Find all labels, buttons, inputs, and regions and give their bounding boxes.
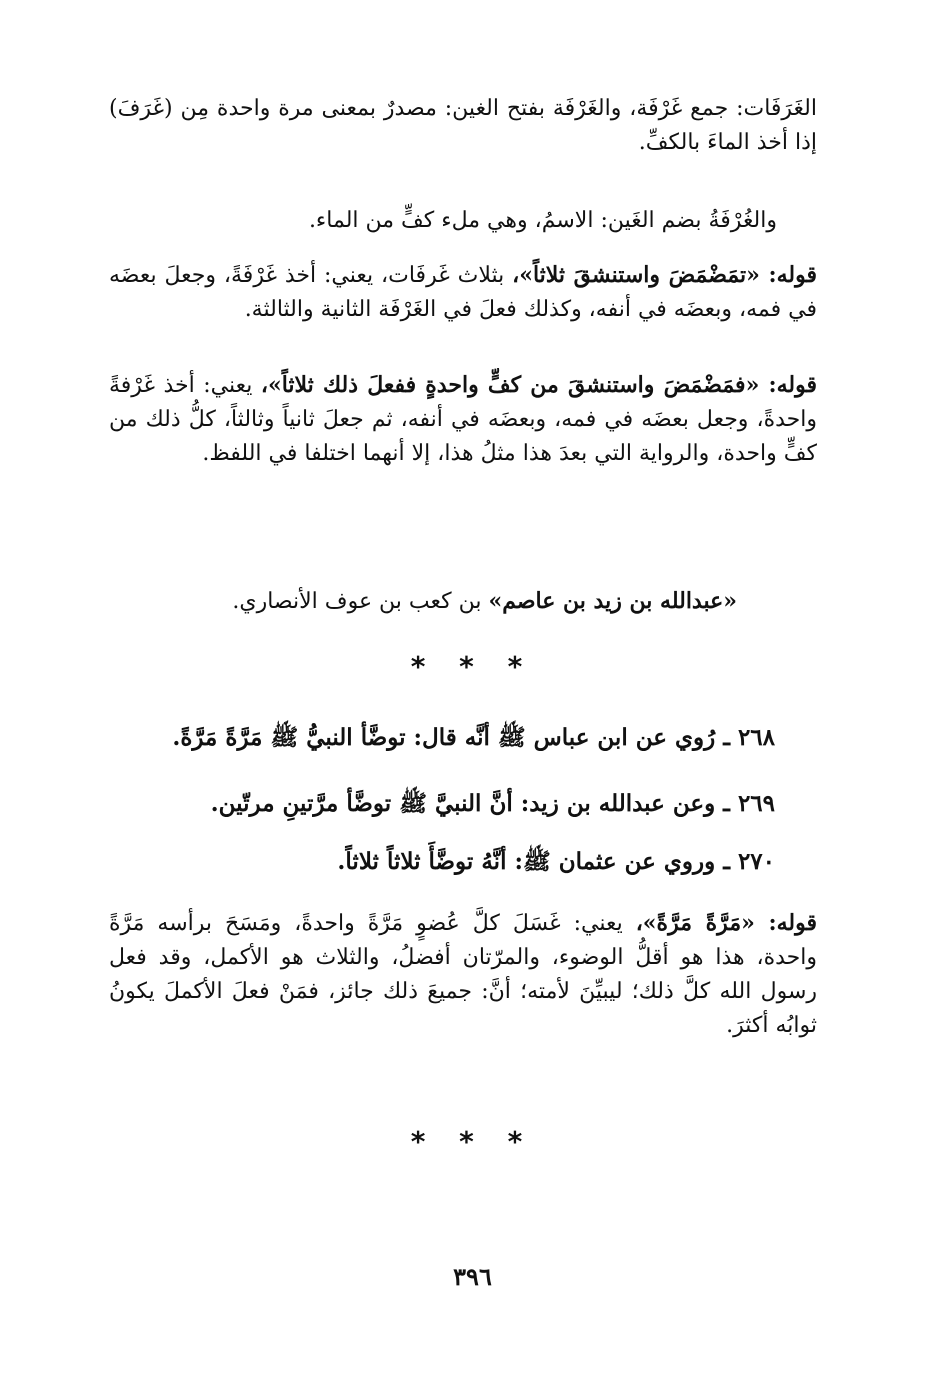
quoted-phrase: قوله: «مَرَّةً مَرَّةً»، [635, 910, 817, 936]
hadith-268: ٢٦٨ ـ رُوي عن ابن عباس ﷺ أنَّه قال: توضَّأ النبيُّ ﷺ مَرَّةً مَرَّةً. [172, 724, 775, 751]
hadith-269: ٢٦٩ ـ وعن عبدالله بن زيد: أنَّ النبيَّ ﷺ توضَّأ مرَّتينِ مرتّين. [210, 790, 775, 817]
hadith-270: ٢٧٠ ـ وروي عن عثمان ﷺ: أنَّهُ توضَّأَ ثلاثاً ثلاثاً. [337, 848, 775, 875]
paragraph-definition-gharfat [109, 92, 817, 160]
page-number: ٣٩٦ [453, 1262, 492, 1291]
paragraph-text: الغَرَفَات: جمع غَرْفَة، والغَرْفَة بفتح الغين: مصدرٌ بمعنى مرة واحدة مِن (غَرَفَ) إذا أخذ الماءَ بالكفِّ. [109, 96, 817, 156]
narrator-name: «عبدالله بن زيد بن عاصم» [488, 588, 737, 614]
paragraph-narrator-note [29, 584, 817, 619]
section-separator: * * * [410, 650, 535, 683]
paragraph-text: والغُرْفَةُ بضم الغَين: الاسمُ، وهي ملء كفٍّ من الماء. [308, 208, 777, 233]
paragraph-commentary-tamadmada [109, 258, 817, 327]
paragraph-commentary-marratan [109, 906, 817, 1043]
paragraph-text: يعني: غَسَلَ كلَّ عُضوٍ مَرَّةً واحدةً، ومَسَحَ برأسه مَرَّةً واحدة، هذا هو أقلُّ الوضوء، والمرّتان أفضلُ، والثلاث هو الأكمل، وقد فعل رسول الله كلَّ ذلك؛ ليبيِّنَ لأمته؛ أنَّ: جميعَ ذلك جائز، فمَنْ فعلَ الأكملَ يكونُ ثوابُه أكثرَ. [109, 911, 817, 1039]
section-separator: * * * [410, 1125, 535, 1158]
quoted-phrase: قوله: «تمَضْمَضَ واستنشقَ ثلاثاً»، [512, 262, 817, 288]
paragraph-text: يعني: أخذ غَرْفةً واحدةً، وجعل بعضَه في فمه، وبعضَه في أنفه، ثم جعلَ ثانياً وثالثاً، كلُّ ذلك من كفٍّ واحدة، والرواية التي بعدَ هذا مثلُ هذا، إلا أنهما اختلفا في اللفظ. [109, 373, 817, 467]
paragraph-definition-ghurfa [69, 204, 817, 238]
paragraph-text: بن كعب بن عوف الأنصاري. [232, 589, 489, 614]
quoted-phrase: قوله: «فمَضْمَضَ واستنشقَ من كفٍّ واحدةٍ ففعلَ ذلك ثلاثاً»، [260, 372, 817, 398]
paragraph-commentary-famadmada [109, 368, 817, 471]
paragraph-text: بثلاث غَرفَات، يعني: أخذ غَرْفَةً، وجعلَ بعضَه في فمه، وبعضَه في أنفه، وكذلك فعلَ في الغَرْفَة الثانية والثالثة. [109, 263, 817, 323]
